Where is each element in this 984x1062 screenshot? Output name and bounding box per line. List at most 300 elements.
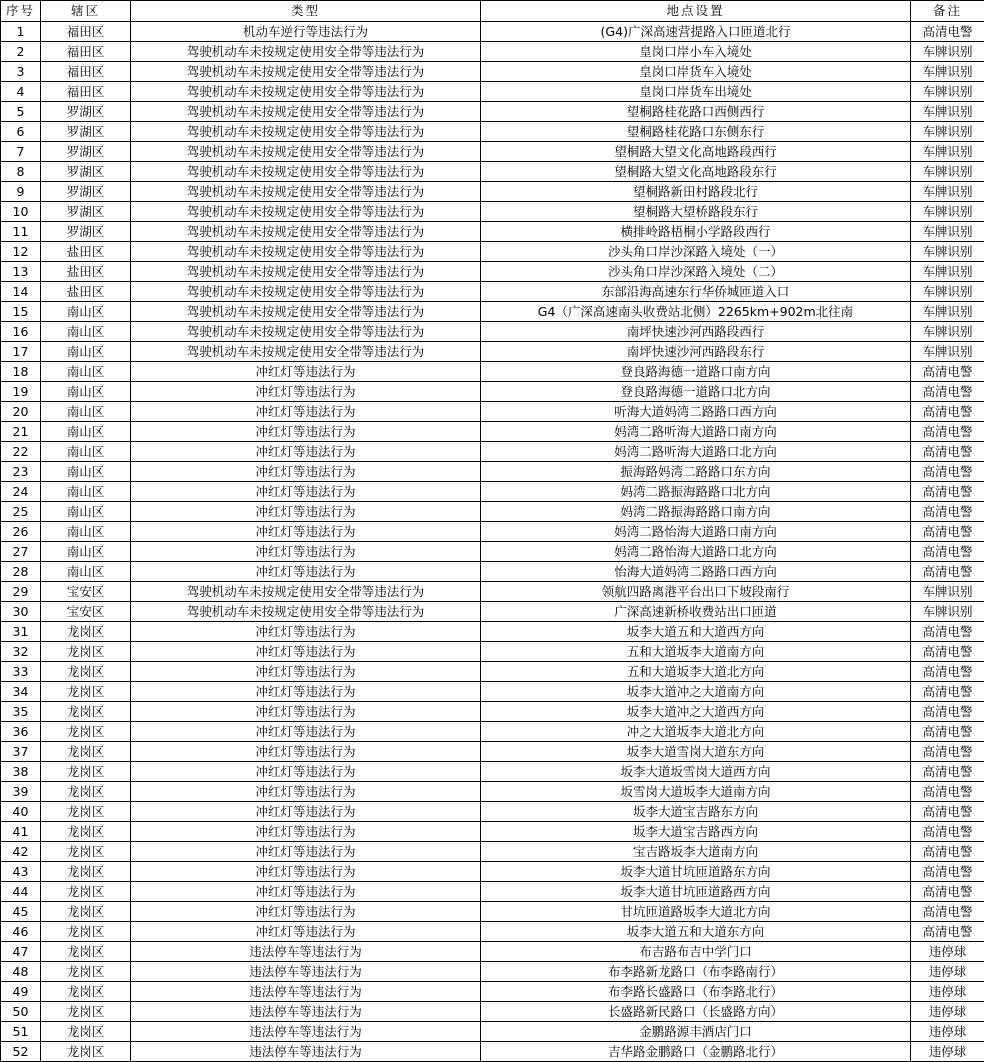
- cell-index: 8: [1, 162, 41, 182]
- cell-type: 冲红灯等违法行为: [131, 562, 481, 582]
- cell-location: 振海路妈湾二路路口东方向: [481, 462, 911, 482]
- cell-district: 福田区: [41, 62, 131, 82]
- cell-note: 高清电警: [911, 822, 984, 842]
- table-row: [1, 382, 984, 402]
- header-location: 地点设置: [481, 1, 911, 22]
- cell-type: 驾驶机动车未按规定使用安全带等违法行为: [131, 202, 481, 222]
- cell-location: 沙头角口岸沙深路入境处（二）: [481, 262, 911, 282]
- table-row: [1, 782, 984, 802]
- cell-index: 17: [1, 342, 41, 362]
- cell-index: 39: [1, 782, 41, 802]
- cell-index: 50: [1, 1002, 41, 1022]
- cell-type: 驾驶机动车未按规定使用安全带等违法行为: [131, 42, 481, 62]
- cell-district: 龙岗区: [41, 682, 131, 702]
- table-row: [1, 162, 984, 182]
- table-row: [1, 242, 984, 262]
- cell-type: 驾驶机动车未按规定使用安全带等违法行为: [131, 162, 481, 182]
- cell-note: 高清电警: [911, 782, 984, 802]
- cell-district: 龙岗区: [41, 982, 131, 1002]
- cell-location: 坂李大道甘坑匝道路西方向: [481, 882, 911, 902]
- cell-district: 南山区: [41, 462, 131, 482]
- cell-location: 妈湾二路听海大道路口南方向: [481, 422, 911, 442]
- table-row: [1, 322, 984, 342]
- cell-district: 龙岗区: [41, 902, 131, 922]
- cell-index: 31: [1, 622, 41, 642]
- cell-index: 36: [1, 722, 41, 742]
- cell-index: 24: [1, 482, 41, 502]
- cell-note: 违停球: [911, 1002, 984, 1022]
- table-row: [1, 442, 984, 462]
- cell-note: 违停球: [911, 982, 984, 1002]
- cell-note: 高清电警: [911, 382, 984, 402]
- table-row: [1, 62, 984, 82]
- cell-type: 机动车逆行等违法行为: [131, 22, 481, 42]
- cell-location: 望桐路新田村路段北行: [481, 182, 911, 202]
- cell-index: 7: [1, 142, 41, 162]
- cell-note: 车牌识别: [911, 42, 984, 62]
- cell-district: 南山区: [41, 542, 131, 562]
- cell-district: 龙岗区: [41, 802, 131, 822]
- cell-location: G4（广深高速南头收费站北侧）2265km+902m北往南: [481, 302, 911, 322]
- cell-note: 高清电警: [911, 842, 984, 862]
- cell-district: 龙岗区: [41, 1002, 131, 1022]
- cell-location: 坂雪岗大道坂李大道南方向: [481, 782, 911, 802]
- table-row: [1, 882, 984, 902]
- cell-district: 盐田区: [41, 242, 131, 262]
- cell-index: 1: [1, 22, 41, 42]
- cell-type: 冲红灯等违法行为: [131, 362, 481, 382]
- table-row: [1, 562, 984, 582]
- table-row: [1, 1042, 984, 1062]
- cell-type: 驾驶机动车未按规定使用安全带等违法行为: [131, 122, 481, 142]
- cell-location: 五和大道坂李大道北方向: [481, 662, 911, 682]
- cell-index: 46: [1, 922, 41, 942]
- table-row: [1, 82, 984, 102]
- cell-location: 布吉路布吉中学门口: [481, 942, 911, 962]
- cell-type: 驾驶机动车未按规定使用安全带等违法行为: [131, 102, 481, 122]
- cell-index: 23: [1, 462, 41, 482]
- table-row: [1, 622, 984, 642]
- cell-index: 33: [1, 662, 41, 682]
- cell-index: 4: [1, 82, 41, 102]
- cell-note: 高清电警: [911, 662, 984, 682]
- cell-type: 驾驶机动车未按规定使用安全带等违法行为: [131, 342, 481, 362]
- table-row: [1, 122, 984, 142]
- table-row: [1, 582, 984, 602]
- table-row: [1, 722, 984, 742]
- table-row: [1, 942, 984, 962]
- table-row: [1, 422, 984, 442]
- cell-location: 坂李大道甘坑匝道路东方向: [481, 862, 911, 882]
- cell-location: 皇岗口岸小车入境处: [481, 42, 911, 62]
- cell-type: 违法停车等违法行为: [131, 1022, 481, 1042]
- cell-type: 冲红灯等违法行为: [131, 842, 481, 862]
- cell-type: 冲红灯等违法行为: [131, 442, 481, 462]
- table-row: [1, 922, 984, 942]
- cell-district: 南山区: [41, 322, 131, 342]
- cell-note: 高清电警: [911, 562, 984, 582]
- cell-note: 高清电警: [911, 422, 984, 442]
- cell-index: 21: [1, 422, 41, 442]
- table-row: [1, 502, 984, 522]
- cell-district: 宝安区: [41, 582, 131, 602]
- cell-type: 冲红灯等违法行为: [131, 462, 481, 482]
- cell-note: 车牌识别: [911, 182, 984, 202]
- cell-location: 坂李大道宝吉路东方向: [481, 802, 911, 822]
- cell-type: 驾驶机动车未按规定使用安全带等违法行为: [131, 582, 481, 602]
- cell-type: 违法停车等违法行为: [131, 1042, 481, 1062]
- cell-district: 龙岗区: [41, 762, 131, 782]
- header-row: [1, 1, 984, 22]
- table-row: [1, 542, 984, 562]
- cell-note: 高清电警: [911, 702, 984, 722]
- table-row: [1, 462, 984, 482]
- cell-note: 违停球: [911, 962, 984, 982]
- cell-district: 龙岗区: [41, 1022, 131, 1042]
- header-district: 辖区: [41, 1, 131, 22]
- cell-type: 冲红灯等违法行为: [131, 662, 481, 682]
- table-row: [1, 142, 984, 162]
- cell-type: 违法停车等违法行为: [131, 962, 481, 982]
- cell-type: 冲红灯等违法行为: [131, 402, 481, 422]
- cell-type: 驾驶机动车未按规定使用安全带等违法行为: [131, 262, 481, 282]
- cell-index: 10: [1, 202, 41, 222]
- cell-location: 领航四路离港平台出口下坡段南行: [481, 582, 911, 602]
- cell-index: 49: [1, 982, 41, 1002]
- cell-district: 福田区: [41, 82, 131, 102]
- cell-index: 41: [1, 822, 41, 842]
- cell-district: 南山区: [41, 362, 131, 382]
- table-row: [1, 1002, 984, 1022]
- cell-index: 37: [1, 742, 41, 762]
- cell-district: 龙岗区: [41, 922, 131, 942]
- cell-location: 怡海大道妈湾二路路口西方向: [481, 562, 911, 582]
- cell-index: 29: [1, 582, 41, 602]
- cell-district: 罗湖区: [41, 202, 131, 222]
- cell-location: 坂李大道坂雪岗大道西方向: [481, 762, 911, 782]
- cell-type: 冲红灯等违法行为: [131, 742, 481, 762]
- cell-district: 南山区: [41, 562, 131, 582]
- table-row: [1, 842, 984, 862]
- cell-location: 沙头角口岸沙深路入境处（一）: [481, 242, 911, 262]
- cell-note: 车牌识别: [911, 142, 984, 162]
- cell-note: 车牌识别: [911, 222, 984, 242]
- cell-index: 26: [1, 522, 41, 542]
- cell-index: 3: [1, 62, 41, 82]
- cell-index: 18: [1, 362, 41, 382]
- cell-district: 龙岗区: [41, 662, 131, 682]
- cell-index: 45: [1, 902, 41, 922]
- table-row: [1, 1022, 984, 1042]
- cell-note: 车牌识别: [911, 82, 984, 102]
- cell-location: 听海大道妈湾二路路口西方向: [481, 402, 911, 422]
- cell-type: 冲红灯等违法行为: [131, 722, 481, 742]
- cell-type: 驾驶机动车未按规定使用安全带等违法行为: [131, 242, 481, 262]
- cell-index: 48: [1, 962, 41, 982]
- cell-type: 冲红灯等违法行为: [131, 882, 481, 902]
- cell-location: 坂李大道五和大道西方向: [481, 622, 911, 642]
- cell-district: 宝安区: [41, 602, 131, 622]
- cell-district: 龙岗区: [41, 882, 131, 902]
- cell-index: 40: [1, 802, 41, 822]
- cell-type: 冲红灯等违法行为: [131, 922, 481, 942]
- cell-type: 违法停车等违法行为: [131, 942, 481, 962]
- cell-type: 冲红灯等违法行为: [131, 502, 481, 522]
- cell-note: 车牌识别: [911, 202, 984, 222]
- cell-type: 违法停车等违法行为: [131, 982, 481, 1002]
- cell-location: 坂李大道冲之大道西方向: [481, 702, 911, 722]
- cell-note: 高清电警: [911, 622, 984, 642]
- cell-location: 金鹏路源丰酒店门口: [481, 1022, 911, 1042]
- cell-type: 冲红灯等违法行为: [131, 802, 481, 822]
- cell-note: 高清电警: [911, 542, 984, 562]
- cell-index: 30: [1, 602, 41, 622]
- table-row: [1, 302, 984, 322]
- table-row: [1, 762, 984, 782]
- cell-location: 南坪快速沙河西路段东行: [481, 342, 911, 362]
- cell-location: 妈湾二路听海大道路口北方向: [481, 442, 911, 462]
- cell-location: 冲之大道坂李大道北方向: [481, 722, 911, 742]
- cell-type: 驾驶机动车未按规定使用安全带等违法行为: [131, 182, 481, 202]
- cell-district: 龙岗区: [41, 842, 131, 862]
- cell-type: 冲红灯等违法行为: [131, 522, 481, 542]
- cell-note: 高清电警: [911, 442, 984, 462]
- cell-note: 高清电警: [911, 902, 984, 922]
- cell-type: 驾驶机动车未按规定使用安全带等违法行为: [131, 142, 481, 162]
- cell-type: 驾驶机动车未按规定使用安全带等违法行为: [131, 222, 481, 242]
- header-index: 序号: [1, 1, 41, 22]
- cell-index: 34: [1, 682, 41, 702]
- cell-index: 15: [1, 302, 41, 322]
- cell-type: 驾驶机动车未按规定使用安全带等违法行为: [131, 282, 481, 302]
- cell-location: 皇岗口岸货车入境处: [481, 62, 911, 82]
- cell-type: 驾驶机动车未按规定使用安全带等违法行为: [131, 62, 481, 82]
- cell-district: 罗湖区: [41, 222, 131, 242]
- cell-location: 望桐路大望桥路段东行: [481, 202, 911, 222]
- cell-district: 南山区: [41, 442, 131, 462]
- table-row: [1, 802, 984, 822]
- cell-note: 高清电警: [911, 742, 984, 762]
- cell-note: 违停球: [911, 1042, 984, 1062]
- table-row: [1, 902, 984, 922]
- cell-index: 28: [1, 562, 41, 582]
- cell-district: 罗湖区: [41, 182, 131, 202]
- cell-type: 违法停车等违法行为: [131, 1002, 481, 1022]
- cell-note: 车牌识别: [911, 342, 984, 362]
- cell-type: 驾驶机动车未按规定使用安全带等违法行为: [131, 602, 481, 622]
- cell-district: 龙岗区: [41, 1042, 131, 1062]
- cell-note: 高清电警: [911, 402, 984, 422]
- table-row: [1, 962, 984, 982]
- cell-note: 车牌识别: [911, 302, 984, 322]
- cell-note: 高清电警: [911, 802, 984, 822]
- cell-district: 龙岗区: [41, 642, 131, 662]
- cell-district: 罗湖区: [41, 122, 131, 142]
- cell-index: 35: [1, 702, 41, 722]
- cell-index: 47: [1, 942, 41, 962]
- cell-location: 布李路新龙路口（布李路南行）: [481, 962, 911, 982]
- cell-index: 16: [1, 322, 41, 342]
- table-row: [1, 742, 984, 762]
- cell-note: 车牌识别: [911, 162, 984, 182]
- cell-type: 冲红灯等违法行为: [131, 822, 481, 842]
- table-row: [1, 522, 984, 542]
- cell-district: 龙岗区: [41, 722, 131, 742]
- cell-note: 高清电警: [911, 762, 984, 782]
- cell-index: 52: [1, 1042, 41, 1062]
- cell-location: 长盛路新民路口（长盛路方向）: [481, 1002, 911, 1022]
- cell-note: 高清电警: [911, 882, 984, 902]
- table-row: [1, 662, 984, 682]
- cell-index: 25: [1, 502, 41, 522]
- cell-note: 高清电警: [911, 22, 984, 42]
- header-note: 备注: [911, 1, 984, 22]
- cell-location: 登良路海德一道路口南方向: [481, 362, 911, 382]
- cell-type: 驾驶机动车未按规定使用安全带等违法行为: [131, 82, 481, 102]
- table-row: [1, 102, 984, 122]
- cell-note: 高清电警: [911, 462, 984, 482]
- cell-location: 登良路海德一道路口北方向: [481, 382, 911, 402]
- cell-location: 广深高速新桥收费站出口匝道: [481, 602, 911, 622]
- cell-note: 违停球: [911, 942, 984, 962]
- cell-type: 冲红灯等违法行为: [131, 642, 481, 662]
- cell-district: 龙岗区: [41, 942, 131, 962]
- cell-type: 冲红灯等违法行为: [131, 682, 481, 702]
- cell-index: 14: [1, 282, 41, 302]
- cell-note: 车牌识别: [911, 322, 984, 342]
- cell-location: 望桐路桂花路口东侧东行: [481, 122, 911, 142]
- cell-index: 38: [1, 762, 41, 782]
- table-row: [1, 342, 984, 362]
- cell-type: 驾驶机动车未按规定使用安全带等违法行为: [131, 302, 481, 322]
- cell-index: 5: [1, 102, 41, 122]
- cell-district: 南山区: [41, 482, 131, 502]
- cell-index: 19: [1, 382, 41, 402]
- cell-district: 罗湖区: [41, 142, 131, 162]
- cell-index: 22: [1, 442, 41, 462]
- cell-location: 甘坑匝道路坂李大道北方向: [481, 902, 911, 922]
- cell-district: 罗湖区: [41, 162, 131, 182]
- cell-type: 冲红灯等违法行为: [131, 762, 481, 782]
- cell-district: 南山区: [41, 302, 131, 322]
- cell-location: 坂李大道雪岗大道东方向: [481, 742, 911, 762]
- table-header: [1, 1, 984, 22]
- cell-district: 罗湖区: [41, 102, 131, 122]
- cell-location: 五和大道坂李大道南方向: [481, 642, 911, 662]
- cell-location: 南坪快速沙河西路段西行: [481, 322, 911, 342]
- cell-location: 宝吉路坂李大道南方向: [481, 842, 911, 862]
- cell-note: 车牌识别: [911, 602, 984, 622]
- cell-district: 龙岗区: [41, 622, 131, 642]
- table-row: [1, 262, 984, 282]
- cell-note: 高清电警: [911, 642, 984, 662]
- cell-index: 51: [1, 1022, 41, 1042]
- cell-location: 妈湾二路怡海大道路口南方向: [481, 522, 911, 542]
- table-body: [1, 22, 984, 1062]
- cell-district: 福田区: [41, 22, 131, 42]
- cell-note: 车牌识别: [911, 282, 984, 302]
- header-type: 类型: [131, 1, 481, 22]
- cell-location: 坂李大道五和大道东方向: [481, 922, 911, 942]
- cell-location: 皇岗口岸货车出境处: [481, 82, 911, 102]
- table-row: [1, 42, 984, 62]
- table-row: [1, 202, 984, 222]
- cell-note: 车牌识别: [911, 122, 984, 142]
- cell-location: 横排岭路梧桐小学路段西行: [481, 222, 911, 242]
- cell-location: 望桐路大望文化高地路段东行: [481, 162, 911, 182]
- cell-note: 高清电警: [911, 482, 984, 502]
- cell-location: 坂李大道冲之大道南方向: [481, 682, 911, 702]
- cell-location: 妈湾二路怡海大道路口北方向: [481, 542, 911, 562]
- table-row: [1, 602, 984, 622]
- cell-index: 32: [1, 642, 41, 662]
- cell-note: 高清电警: [911, 922, 984, 942]
- cell-location: 望桐路大望文化高地路段西行: [481, 142, 911, 162]
- cell-type: 驾驶机动车未按规定使用安全带等违法行为: [131, 322, 481, 342]
- cell-district: 南山区: [41, 402, 131, 422]
- cell-district: 龙岗区: [41, 782, 131, 802]
- cell-note: 车牌识别: [911, 262, 984, 282]
- cell-note: 高清电警: [911, 682, 984, 702]
- cell-note: 高清电警: [911, 862, 984, 882]
- cell-district: 南山区: [41, 342, 131, 362]
- cell-index: 6: [1, 122, 41, 142]
- cell-index: 12: [1, 242, 41, 262]
- cell-location: 妈湾二路振海路路口北方向: [481, 482, 911, 502]
- table-row: [1, 982, 984, 1002]
- cell-type: 冲红灯等违法行为: [131, 382, 481, 402]
- cell-location: 望桐路桂花路口西侧西行: [481, 102, 911, 122]
- table-row: [1, 862, 984, 882]
- cell-district: 南山区: [41, 382, 131, 402]
- table-row: [1, 642, 984, 662]
- cell-note: 车牌识别: [911, 102, 984, 122]
- cell-district: 南山区: [41, 422, 131, 442]
- cell-index: 13: [1, 262, 41, 282]
- table-row: [1, 702, 984, 722]
- cell-district: 龙岗区: [41, 822, 131, 842]
- cell-index: 27: [1, 542, 41, 562]
- table-row: [1, 282, 984, 302]
- cell-note: 车牌识别: [911, 62, 984, 82]
- cell-note: 车牌识别: [911, 242, 984, 262]
- table-row: [1, 362, 984, 382]
- cell-district: 龙岗区: [41, 742, 131, 762]
- table-row: [1, 182, 984, 202]
- cell-location: 妈湾二路振海路路口南方向: [481, 502, 911, 522]
- cell-location: 布李路长盛路口（布李路北行）: [481, 982, 911, 1002]
- cell-type: 冲红灯等违法行为: [131, 782, 481, 802]
- cell-location: 东部沿海高速东行华侨城匝道入口: [481, 282, 911, 302]
- cell-type: 冲红灯等违法行为: [131, 902, 481, 922]
- cell-type: 冲红灯等违法行为: [131, 702, 481, 722]
- cell-note: 高清电警: [911, 522, 984, 542]
- cell-district: 龙岗区: [41, 862, 131, 882]
- cell-note: 违停球: [911, 1022, 984, 1042]
- cell-type: 冲红灯等违法行为: [131, 622, 481, 642]
- cell-district: 南山区: [41, 522, 131, 542]
- cell-index: 42: [1, 842, 41, 862]
- cell-district: 龙岗区: [41, 702, 131, 722]
- cell-index: 44: [1, 882, 41, 902]
- cell-location: 坂李大道宝吉路西方向: [481, 822, 911, 842]
- cell-district: 南山区: [41, 502, 131, 522]
- table-row: [1, 402, 984, 422]
- cell-index: 9: [1, 182, 41, 202]
- table-row: [1, 222, 984, 242]
- cell-type: 冲红灯等违法行为: [131, 422, 481, 442]
- cell-district: 福田区: [41, 42, 131, 62]
